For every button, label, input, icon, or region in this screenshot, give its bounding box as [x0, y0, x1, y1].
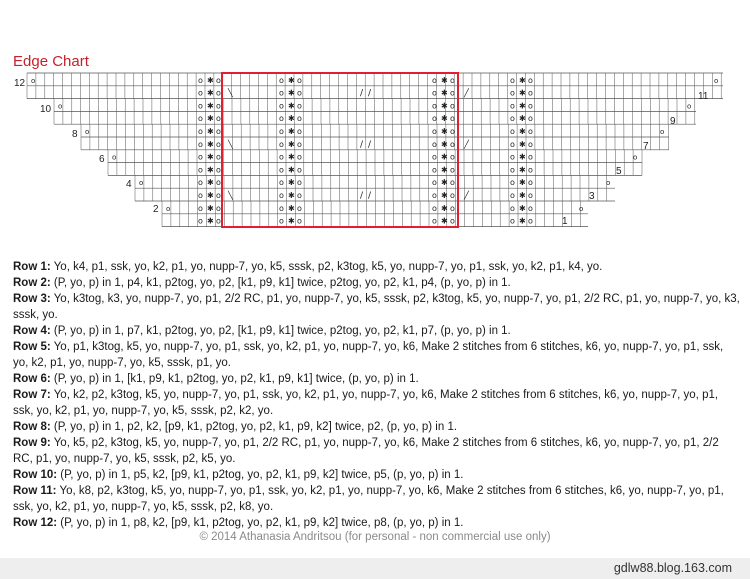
stitch-symbol: o	[216, 152, 221, 162]
stitch-symbol: ✱	[207, 88, 214, 98]
stitch-symbol: o	[528, 114, 533, 124]
stitch-symbol: ✱	[207, 203, 214, 213]
stitch-symbol: o	[510, 114, 515, 124]
stitch-symbol: o	[216, 114, 221, 124]
stitch-symbol: ╱	[464, 88, 469, 98]
stitch-symbol: o	[528, 101, 533, 111]
stitch-symbol: o	[510, 88, 515, 98]
stitch-symbol: o	[432, 191, 437, 200]
stitch-symbol: o	[450, 191, 455, 200]
instruction-row	[13, 483, 741, 515]
stitch-symbol: o	[297, 152, 302, 162]
row-label: Row 1:	[13, 261, 51, 273]
stitch-symbol: ✱	[288, 152, 295, 162]
stitch-symbol: o	[216, 101, 221, 111]
row-number-right: 11	[698, 91, 709, 102]
stitch-symbol: o	[528, 139, 533, 149]
row-number-left: 6	[99, 154, 105, 165]
row-number-left: 10	[40, 104, 52, 115]
stitch-symbol: o	[216, 178, 221, 188]
stitch-symbol: o	[528, 216, 533, 226]
chart-title: Edge Chart	[13, 53, 89, 70]
stitch-symbol: o	[216, 127, 221, 136]
stitch-symbol: o	[297, 191, 302, 200]
stitch-symbol: o	[432, 88, 437, 98]
stitch-symbol: o	[216, 75, 221, 85]
row-number-left: 4	[126, 179, 132, 190]
stitch-symbol: o	[279, 191, 284, 200]
stitch-symbol: ✱	[519, 127, 526, 136]
stitch-symbol: /	[360, 139, 364, 150]
row-text: (P, yo, p) in 1, p2, k2, [p9, k1, p2tog, yo, p2, k1, p9, k2] twice, p2, (p, yo, p) in 1.	[50, 421, 458, 433]
stitch-symbol: ✱	[207, 165, 214, 175]
row-instructions	[13, 259, 741, 531]
stitch-symbol: o	[528, 127, 533, 136]
stitch-symbol: o	[279, 88, 284, 98]
row-number-left: 8	[72, 129, 78, 140]
stitch-symbol: o	[85, 128, 90, 136]
row-text: Yo, k4, p1, ssk, yo, k2, p1, yo, nupp-7, yo, k5, sssk, p2, k3tog, k5, yo, nupp-7, yo, p1, ssk, yo, k2, p1, k4, yo.	[50, 261, 603, 273]
stitch-symbol: o	[279, 203, 284, 213]
stitch-symbol: ✱	[207, 75, 214, 85]
stitch-symbol: o	[450, 203, 455, 213]
stitch-symbol: ✱	[441, 165, 448, 175]
stitch-symbol: o	[528, 152, 533, 162]
stitch-symbol: ╱	[464, 191, 469, 200]
stitch-symbol: o	[198, 88, 203, 98]
stitch-symbol: o	[58, 102, 63, 111]
stitch-symbol: ✱	[288, 165, 295, 175]
stitch-symbol: o	[198, 127, 203, 136]
stitch-symbol: o	[31, 76, 36, 85]
stitch-symbol: o	[510, 127, 515, 136]
row-label: Row 5:	[13, 341, 51, 353]
stitch-symbol: ✱	[441, 101, 448, 111]
stitch-symbol: o	[510, 216, 515, 226]
stitch-symbol: o	[279, 114, 284, 124]
stitch-symbol: o	[432, 75, 437, 85]
stitch-symbol: o	[198, 75, 203, 85]
row-text: (P, yo, p) in 1, p8, k2, [p9, k1, p2tog, yo, p2, k1, p9, k2] twice, p8, (p, yo, p) in 1.	[57, 517, 464, 529]
chart-grid	[27, 73, 723, 227]
row-text: Yo, p1, k3tog, k5, yo, nupp-7, yo, p1, ssk, yo, k2, p1, yo, nupp-7, yo, k6, Make 2 stitches from 6 stitches, k6, yo, nupp-7, yo, p1, ssk, yo, k2, p1, yo, nupp-7, yo, k5, sssk, p1, yo.	[13, 341, 724, 369]
stitch-symbol: o	[279, 139, 284, 149]
stitch-symbol: o	[297, 178, 302, 188]
stitch-symbol: o	[279, 216, 284, 226]
instruction-row	[13, 419, 741, 435]
stitch-symbol: ✱	[441, 191, 448, 200]
stitch-symbol: ✱	[288, 101, 295, 111]
stitch-symbol: o	[579, 204, 584, 213]
stitch-symbol: ✱	[288, 191, 295, 200]
stitch-symbol: ✱	[207, 152, 214, 162]
stitch-symbol: /	[368, 88, 372, 99]
stitch-symbol: o	[432, 216, 437, 226]
stitch-symbol: ✱	[207, 101, 214, 111]
stitch-symbol: o	[432, 203, 437, 213]
stitch-symbol: ✱	[207, 178, 214, 188]
stitch-symbol: ✱	[519, 191, 526, 200]
stitch-symbol: ✱	[519, 101, 526, 111]
stitch-symbol: o	[450, 178, 455, 188]
stitch-symbol: o	[216, 191, 221, 200]
stitch-symbol: ✱	[288, 88, 295, 98]
row-label: Row 6:	[13, 373, 51, 385]
stitch-symbol: ✱	[441, 216, 448, 226]
stitch-symbol: /	[368, 139, 372, 150]
row-number-right: 3	[589, 191, 595, 202]
stitch-symbol: o	[279, 75, 284, 85]
stitch-symbol: ╱	[464, 139, 469, 149]
stitch-symbol: ✱	[207, 127, 214, 136]
row-label: Row 9:	[13, 437, 51, 449]
row-label: Row 11:	[13, 485, 57, 497]
stitch-symbol: o	[198, 216, 203, 226]
stitch-symbol: ✱	[288, 127, 295, 136]
stitch-symbol: o	[450, 101, 455, 111]
stitch-symbol: o	[528, 75, 533, 85]
row-label: Row 2:	[13, 277, 51, 289]
row-label: Row 3:	[13, 293, 51, 305]
stitch-symbol: o	[297, 203, 302, 213]
instruction-row	[13, 291, 741, 323]
stitch-symbol: ✱	[441, 114, 448, 124]
watermark-text: gdlw88.blog.163.com	[613, 561, 732, 575]
stitch-symbol: o	[297, 165, 302, 175]
stitch-symbol: ✱	[207, 139, 214, 149]
row-label: Row 12:	[13, 517, 58, 529]
stitch-symbol: ✱	[441, 75, 448, 85]
stitch-symbol: o	[297, 127, 302, 136]
instruction-row	[13, 371, 741, 387]
stitch-symbol: o	[198, 152, 203, 162]
stitch-symbol: o	[510, 178, 515, 188]
instruction-row	[13, 275, 741, 291]
stitch-symbol: o	[297, 216, 302, 226]
stitch-symbol: o	[510, 101, 515, 111]
stitch-symbol: o	[450, 127, 455, 136]
stitch-symbol: o	[297, 75, 302, 85]
stitch-symbol: o	[450, 139, 455, 149]
row-number-right: 5	[616, 166, 622, 177]
stitch-symbol: o	[216, 216, 221, 226]
stitch-symbol: ✱	[288, 203, 295, 213]
stitch-symbol: o	[198, 139, 203, 149]
stitch-symbol: o	[279, 178, 284, 188]
stitch-symbol: o	[279, 152, 284, 162]
row-number-left: 12	[14, 78, 26, 89]
row-text: Yo, k5, p2, k3tog, k5, yo, nupp-7, yo, p1, 2/2 RC, p1, yo, nupp-7, yo, k6, Make 2 stitches from 6 stitches, k6, yo, nupp-7, yo, p1, 2/2 RC, p1, yo, nupp-7, yo, k5, sssk, p2, k5, yo.	[13, 437, 719, 465]
instruction-row	[13, 435, 741, 467]
stitch-symbol: o	[139, 179, 144, 188]
stitch-symbol: o	[198, 203, 203, 213]
stitch-symbol: /	[360, 191, 364, 201]
stitch-symbol: o	[279, 165, 284, 175]
stitch-symbol: /	[368, 191, 372, 201]
row-label: Row 4:	[13, 325, 51, 337]
stitch-symbol: o	[112, 153, 117, 162]
stitch-symbol: o	[297, 139, 302, 149]
stitch-symbol: o	[432, 178, 437, 188]
stitch-symbol: o	[198, 114, 203, 124]
stitch-symbol: ✱	[288, 139, 295, 149]
stitch-symbol: o	[432, 139, 437, 149]
instruction-row	[13, 467, 741, 483]
stitch-symbol: ✱	[441, 152, 448, 162]
stitch-symbol: ✱	[288, 216, 295, 226]
instruction-row	[13, 323, 741, 339]
stitch-symbol: ╲	[228, 139, 233, 149]
stitch-symbol: o	[450, 75, 455, 85]
stitch-symbol: ✱	[519, 203, 526, 213]
stitch-symbol: o	[432, 152, 437, 162]
stitch-symbol: ✱	[441, 139, 448, 149]
row-text: (P, yo, p) in 1, p5, k2, [p9, k1, p2tog, yo, p2, k1, p9, k2] twice, p5, (p, yo, p) in 1.	[57, 469, 464, 481]
row-number-right: 7	[643, 141, 649, 152]
stitch-symbol: ✱	[207, 216, 214, 226]
stitch-symbol: o	[432, 114, 437, 124]
stitch-symbol: o	[687, 102, 692, 111]
edge-chart	[0, 70, 750, 230]
stitch-symbol: ✱	[288, 178, 295, 188]
stitch-symbol: o	[279, 101, 284, 111]
stitch-symbol: o	[297, 101, 302, 111]
row-number-left: 2	[153, 204, 159, 215]
stitch-symbol: o	[510, 152, 515, 162]
stitch-symbol: o	[528, 178, 533, 188]
stitch-symbol: ✱	[207, 114, 214, 124]
stitch-symbol: o	[216, 139, 221, 149]
stitch-symbol: o	[198, 191, 203, 200]
row-number-right: 1	[562, 216, 568, 227]
row-text: (P, yo, p) in 1, [k1, p9, k1, p2tog, yo, p2, k1, p9, k1] twice, (p, yo, p) in 1.	[50, 373, 419, 385]
stitch-symbol: /	[360, 88, 364, 99]
stitch-symbol: o	[528, 203, 533, 213]
stitch-symbol: o	[510, 191, 515, 200]
row-text: (P, yo, p) in 1, p4, k1, p2tog, yo, p2, [k1, p9, k1] twice, p2tog, yo, p2, k1, p4, (p, yo, p) in 1.	[50, 277, 511, 289]
stitch-symbol: o	[633, 153, 638, 162]
stitch-symbol: o	[450, 88, 455, 98]
stitch-symbol: ✱	[441, 203, 448, 213]
stitch-symbol: ✱	[441, 88, 448, 98]
stitch-symbol: o	[714, 76, 719, 85]
stitch-symbol: o	[510, 203, 515, 213]
stitch-symbol: ✱	[441, 178, 448, 188]
stitch-symbol: o	[297, 88, 302, 98]
stitch-symbol: ╲	[228, 88, 233, 98]
stitch-symbol: ✱	[441, 127, 448, 136]
stitch-symbol: o	[450, 165, 455, 175]
stitch-symbol: ✱	[207, 191, 214, 200]
stitch-symbol: ✱	[288, 75, 295, 85]
stitch-symbol: o	[528, 88, 533, 98]
stitch-symbol: o	[528, 191, 533, 200]
watermark-bar	[0, 558, 750, 579]
row-number-right: 9	[670, 116, 676, 127]
stitch-symbol: o	[450, 152, 455, 162]
stitch-symbol: ✱	[519, 114, 526, 124]
stitch-symbol: o	[450, 216, 455, 226]
stitch-symbol: o	[216, 165, 221, 175]
stitch-symbol: o	[606, 179, 611, 188]
stitch-symbol: o	[198, 101, 203, 111]
stitch-symbol: o	[198, 178, 203, 188]
stitch-symbol: o	[432, 165, 437, 175]
instruction-row	[13, 339, 741, 371]
stitch-symbol: o	[166, 204, 171, 213]
stitch-symbol: o	[216, 203, 221, 213]
row-text: Yo, k8, p2, k3tog, k5, yo, nupp-7, yo, p1, ssk, yo, k2, p1, yo, nupp-7, yo, k6, Make 2 stitches from 6 stitches, k6, yo, nupp-7, yo, p1, ssk, yo, k2, p1, yo, nupp-7, yo, k5, sssk, p2, k8, yo.	[13, 485, 724, 513]
instruction-row	[13, 515, 741, 531]
row-label: Row 7:	[13, 389, 51, 401]
stitch-symbol: o	[528, 165, 533, 175]
instruction-row	[13, 387, 741, 419]
stitch-symbol: o	[297, 114, 302, 124]
stitch-symbol: ✱	[519, 152, 526, 162]
stitch-symbol: ✱	[519, 165, 526, 175]
stitch-symbol: ✱	[288, 114, 295, 124]
stitch-symbol: ✱	[519, 139, 526, 149]
stitch-symbol: o	[279, 127, 284, 136]
copyright-notice: © 2014 Athanasia Andritsou (for personal - non commercial use only)	[199, 531, 551, 543]
row-label: Row 8:	[13, 421, 51, 433]
stitch-symbol: ✱	[519, 216, 526, 226]
stitch-symbol: ✱	[519, 178, 526, 188]
row-text: Yo, k2, p2, k3tog, k5, yo, nupp-7, yo, p1, ssk, yo, k2, p1, yo, nupp-7, yo, k6, Make 2 stitches from 6 stitches, k6, yo, nupp-7, yo, p1, ssk, yo, k2, p1, yo, nupp-7, yo, k5, sssk, p2, k2, yo.	[13, 389, 719, 417]
stitch-symbol: o	[510, 75, 515, 85]
stitch-symbol: ✱	[519, 88, 526, 98]
stitch-symbol: o	[216, 88, 221, 98]
stitch-symbol: o	[450, 114, 455, 124]
row-text: Yo, k3tog, k3, yo, nupp-7, yo, p1, 2/2 RC, p1, yo, nupp-7, yo, k5, sssk, p2, k3tog, k5, yo, nupp-7, yo, p1, 2/2 RC, p1, yo, nupp-7, yo, k3, sssk, yo.	[13, 293, 740, 321]
row-text: (P, yo, p) in 1, p7, k1, p2tog, yo, p2, [k1, p9, k1] twice, p2tog, yo, p2, k1, p7, (p, yo, p) in 1.	[50, 325, 511, 337]
stitch-symbol: o	[510, 165, 515, 175]
instruction-row	[13, 259, 741, 275]
stitch-symbol: o	[660, 128, 665, 136]
stitch-symbol: o	[432, 101, 437, 111]
stitch-symbol: o	[198, 165, 203, 175]
stitch-symbol: o	[432, 127, 437, 136]
stitch-symbol: ╲	[228, 191, 233, 200]
stitch-symbol: o	[510, 139, 515, 149]
stitch-symbol: ✱	[519, 75, 526, 85]
row-label: Row 10:	[13, 469, 58, 481]
